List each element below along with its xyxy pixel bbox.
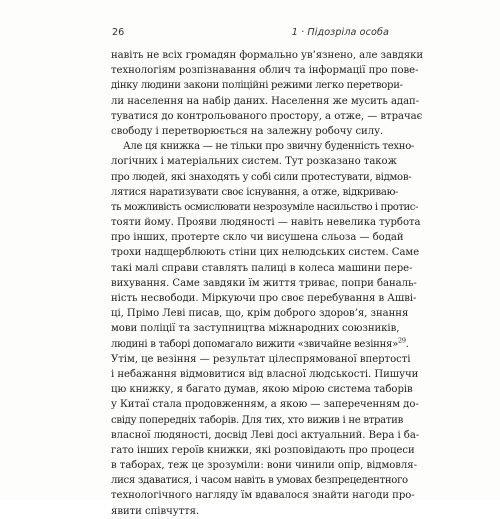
text-line: туватися до контрольованого простору, а отже, — втрачає [111,110,423,122]
page-number: 26 [112,27,125,38]
chapter-title: 1 · Підозріла особа [291,27,389,38]
text-line: власної людяності, досвід Леві досі актуальний. Вера і ба- [111,429,420,441]
text-line: технологічного нагляду їм вдавалося знайти нагоди про- [111,490,415,502]
text-line: цю книжку, я багато думав, якою мірою система таборів [111,384,413,396]
body-text [111,48,424,519]
text-line: тояти йому. Прояви людяності — навіть невелика турбота [111,217,421,229]
text-line: про людей, які знаходять у собі сили протестувати, відмов- [111,171,412,183]
text-line: гато інших героїв книжки, які розповідають про процеси [111,444,415,456]
text-line: свободу і перетворюється на залежну робочу силу. [111,125,384,137]
text-line: явити співчуття. [111,505,200,517]
text-line-content: людині в таборі допомагало вижити «звичайне везіння» [111,338,398,350]
text-line: Утім, це везіння — результат цілеспрямованої впертості [111,353,411,365]
text-line: технологіям розпізнавання облич та інформації про пове- [111,65,419,77]
footnote-reference: 29 [397,336,406,345]
text-line: лятися наратизувати своє існування, а отже, відкриваю- [111,186,399,198]
text-line: лися здаватися, і часом навіть в умовах безпрецедентного [111,475,408,487]
text-line: свіду попередніх таборів. Для тих, хто вижив і не втратив [111,414,403,426]
text-line: у Китаї стала продовженням, а якою — запереченням до- [111,399,419,411]
text-line: людині в таборі допомагало вижити «звичайне везіння»$^{29}$. [111,336,409,350]
paragraph-first-line: Але ця книжка — не тільки про звичну буденність техно- [123,141,415,153]
text-line: ці, Прімо Леві писав, що, крім доброго здоров’я, знання [111,308,409,320]
text-line: ть можливість осмислювати незрозуміле насильство і протис- [111,201,418,213]
text-line: і небажання відмовитися від власної людськості. Пишучи [111,368,419,380]
text-line: в таборах, теж це зрозуміли: вони чинили опір, відмовля- [111,460,417,472]
text-line: ли населення на набір даних. Населення же мусить адап- [111,95,420,107]
text-line: мови поліції та заступництва міжнародних союзників, [111,323,400,335]
text-line: логічних і матеріальних систем. Тут розказано також [111,156,397,168]
text-line: ність несвободи. Міркуючи про своє перебування в Ашві- [111,293,417,304]
text-line: трохи надщерблюють стіни цих нелюдських систем. Саме [111,247,420,259]
text-line: такі малі справи ставлять палиці в колеса машини пере- [111,262,413,274]
text-line: вихування. Саме завдяки їм життя триває, попри баналь- [111,277,417,289]
text-line: навіть не всіх громадян формально ув’язнено, але завдяки [111,50,424,61]
text-line: дінку людини закони поліційні режими легко перетвори- [111,80,403,92]
text-line: про інших, протерте скло чи висушена сльоза — бодай [111,232,404,244]
running-head [112,27,389,41]
